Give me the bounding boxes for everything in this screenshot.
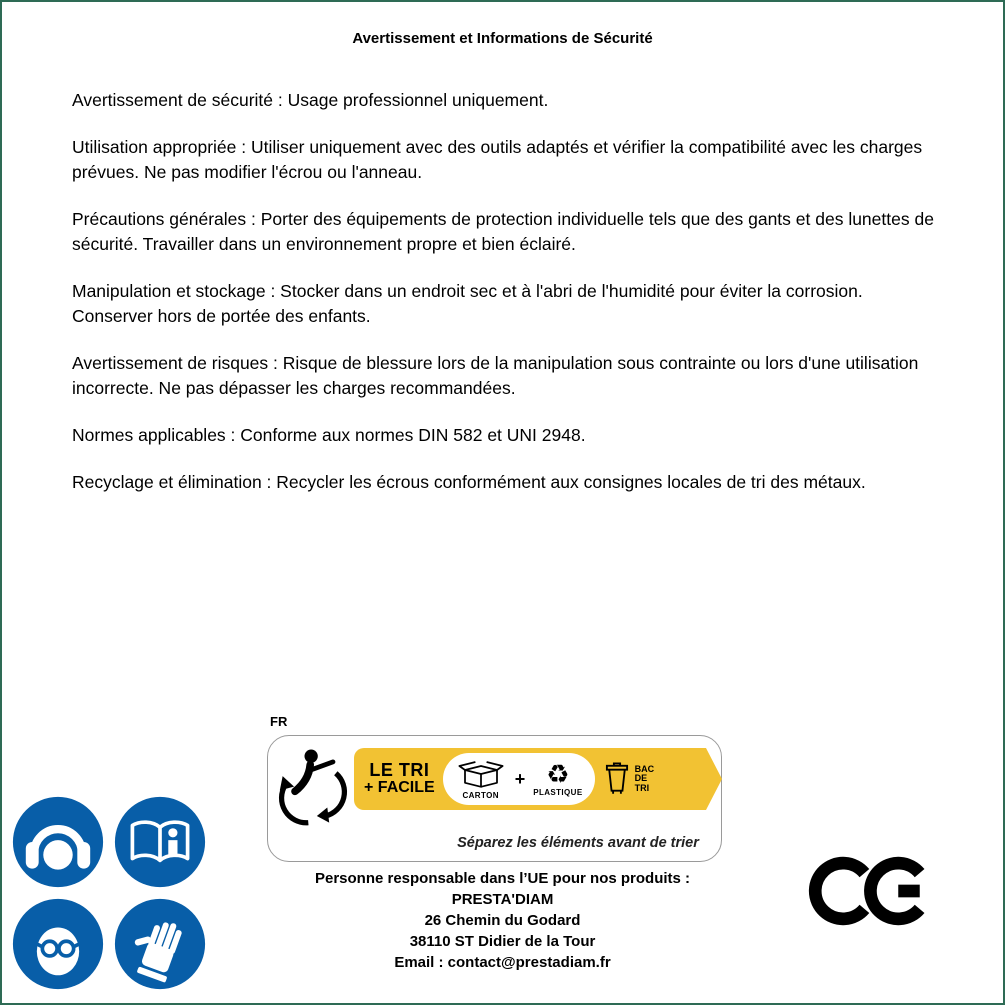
safety-paragraph: Manipulation et stockage : Stocker dans un endroit sec et à l'abri de l'humidité pour éviter la corrosion. Conserver hors de portée des enfants. xyxy=(72,281,863,326)
company-email: Email : contact@prestadiam.fr xyxy=(394,954,611,971)
carton-material xyxy=(455,758,507,800)
company-address-line2: 38110 ST Didier de la Tour xyxy=(409,933,596,950)
facile-text: FACILE xyxy=(377,779,435,797)
sorting-headline xyxy=(354,761,443,797)
safety-paragraphs xyxy=(72,88,945,517)
safety-paragraph: Utilisation appropriée : Utiliser uniquement avec des outils adaptés et vérifier la compatibilité avec les charges prévues. Ne pas modifier l'écrou ou l'anneau. xyxy=(72,137,923,182)
sorting-tagline: Séparez les éléments avant de trier xyxy=(457,835,699,851)
sorting-bin-section xyxy=(595,758,659,800)
responsible-line: Personne responsable dans l’UE pour nos produits : xyxy=(314,870,691,887)
banner-arrow-tip xyxy=(706,748,722,810)
safety-paragraph: Avertissement de risques : Risque de blessure lors de la manipulation sous contrainte ou lors d'une utilisation incorrecte. Ne pas dépasser les charges recommandées. xyxy=(72,353,919,398)
sorting-headline-line2 xyxy=(364,780,435,797)
triman-recycling-icon xyxy=(276,746,352,830)
company-address-line1: 26 Chemin du Godard xyxy=(424,912,581,929)
country-code-label: FR xyxy=(270,714,288,729)
recycling-sorting-banner xyxy=(267,735,722,862)
bin-label xyxy=(635,765,655,794)
safety-paragraph: Avertissement de sécurité : Usage professionnel uniquement. xyxy=(72,90,549,110)
bin-label-line: BAC xyxy=(634,763,655,774)
sorting-info-band xyxy=(354,748,706,810)
plastique-label: PLASTIQUE xyxy=(533,788,583,797)
safety-paragraph: Recyclage et élimination : Recycler les écrous conformément aux consignes locales de tri des métaux. xyxy=(72,472,866,492)
plus-glyph: + xyxy=(364,779,374,797)
recycling-triangle-icon: ♻ xyxy=(546,759,570,789)
safety-paragraph: Précautions générales : Porter des équipements de protection individuelle tels que des gants et des lunettes de sécurité. Travailler dans un environnement propre et bien éclairé. xyxy=(72,209,934,254)
sorting-headline-line1: LE TRI xyxy=(369,760,430,781)
plus-sign: + xyxy=(514,768,526,789)
bin-label-line: DE xyxy=(634,773,648,784)
bin-label-line: TRI xyxy=(634,782,650,793)
page-title: Avertissement et Informations de Sécurité xyxy=(352,30,653,47)
plastique-material xyxy=(533,761,582,797)
sorting-bin-icon xyxy=(603,758,631,800)
safety-paragraph: Normes applicables : Conforme aux normes DIN 582 et UNI 2948. xyxy=(72,425,586,445)
materials-oval xyxy=(443,753,595,805)
carton-label: CARTON xyxy=(462,791,499,800)
carton-box-icon xyxy=(455,758,507,790)
ce-marking-icon xyxy=(804,854,930,928)
company-name: PRESTA'DIAM xyxy=(451,891,554,908)
